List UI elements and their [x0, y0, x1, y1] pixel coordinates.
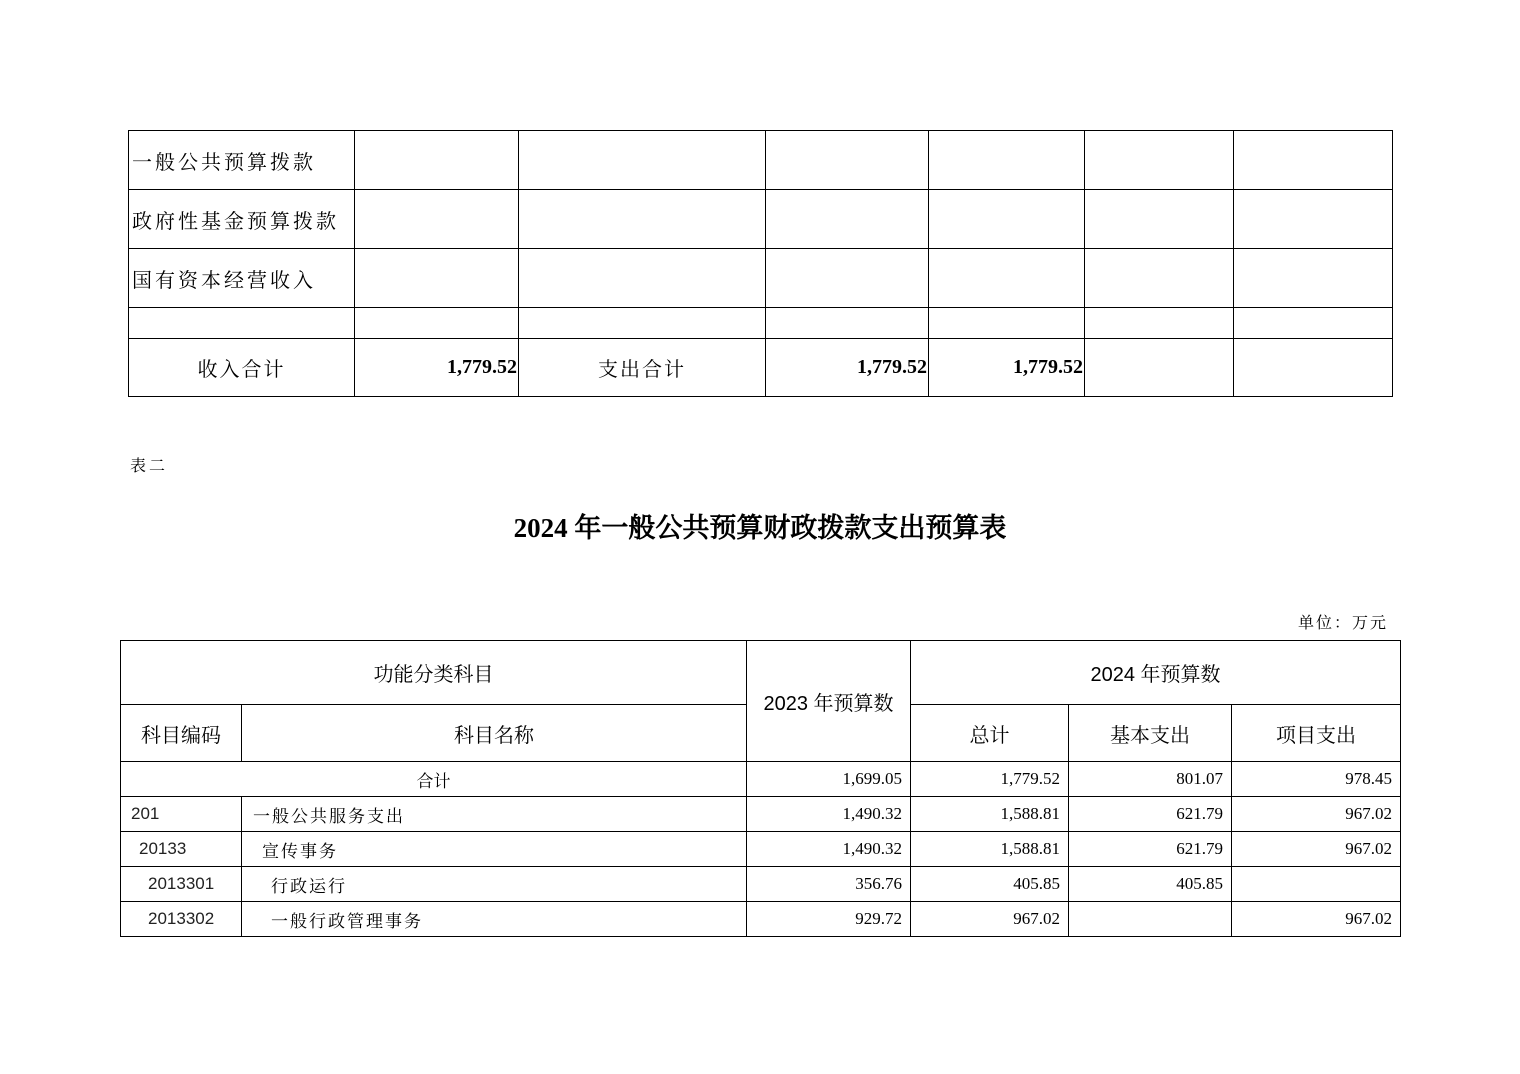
row-label: 国有资本经营收入 [129, 249, 355, 308]
cell-b2023: 1,490.32 [747, 832, 911, 867]
cell-code: 2013302 [121, 902, 242, 937]
cell-project: 978.45 [1232, 762, 1401, 797]
cell-b2023: 1,490.32 [747, 797, 911, 832]
cell-name: 一般公共服务支出 [242, 797, 747, 832]
row-label: 一般公共预算拨款 [129, 131, 355, 190]
header-budget-2024: 2024 年预算数 [911, 641, 1401, 705]
cell-name: 宣传事务 [242, 832, 747, 867]
cell-basic: 621.79 [1069, 832, 1232, 867]
row-label [129, 308, 355, 339]
cell-code: 20133 [121, 832, 242, 867]
table-row [121, 832, 1401, 867]
header-budget-2023: 2023 年预算数 [747, 641, 911, 762]
row-label: 政府性基金预算拨款 [129, 190, 355, 249]
budget-expense-table [120, 640, 1401, 937]
header-basic: 基本支出 [1069, 705, 1232, 762]
header-func-category: 功能分类科目 [121, 641, 747, 705]
table-row [129, 131, 1393, 190]
table-label: 表二 [130, 456, 169, 475]
unit-label: 单位：万元 [1297, 613, 1388, 632]
header-code: 科目编码 [121, 705, 242, 762]
cell-code: 2013301 [121, 867, 242, 902]
cell-project: 967.02 [1232, 902, 1401, 937]
expense-total-label: 支出合计 [519, 339, 766, 397]
header-name: 科目名称 [242, 705, 747, 762]
total-row [121, 762, 1401, 797]
cell-basic [1069, 902, 1232, 937]
total-row [129, 339, 1393, 397]
cell-project: 967.02 [1232, 832, 1401, 867]
income-total-value: 1,779.52 [355, 339, 519, 397]
cell-b2023: 1,699.05 [747, 762, 911, 797]
table-row [129, 190, 1393, 249]
header-project: 项目支出 [1232, 705, 1401, 762]
cell-total: 1,588.81 [911, 797, 1069, 832]
table-row [129, 308, 1393, 339]
cell-basic: 621.79 [1069, 797, 1232, 832]
cell-total: 1,588.81 [911, 832, 1069, 867]
cell-project: 967.02 [1232, 797, 1401, 832]
page-title: 2024 年一般公共预算财政拨款支出预算表 [513, 513, 1007, 543]
total-label: 合计 [121, 762, 747, 797]
table-row [121, 797, 1401, 832]
cell-total: 967.02 [911, 902, 1069, 937]
table-row [121, 902, 1401, 937]
cell-name: 一般行政管理事务 [242, 902, 747, 937]
table-row [121, 867, 1401, 902]
cell-name: 行政运行 [242, 867, 747, 902]
header-total: 总计 [911, 705, 1069, 762]
cell-basic: 405.85 [1069, 867, 1232, 902]
cell-project [1232, 867, 1401, 902]
cell-b2023: 356.76 [747, 867, 911, 902]
header-row [121, 641, 1401, 705]
cell-b2023: 929.72 [747, 902, 911, 937]
cell-total: 1,779.52 [911, 762, 1069, 797]
cell-code: 201 [121, 797, 242, 832]
cell-basic: 801.07 [1069, 762, 1232, 797]
cell-total: 405.85 [911, 867, 1069, 902]
table-row [129, 249, 1393, 308]
income-total-label: 收入合计 [129, 339, 355, 397]
expense-total-value-2: 1,779.52 [929, 339, 1085, 397]
income-expense-table [128, 130, 1393, 397]
expense-total-value: 1,779.52 [766, 339, 929, 397]
